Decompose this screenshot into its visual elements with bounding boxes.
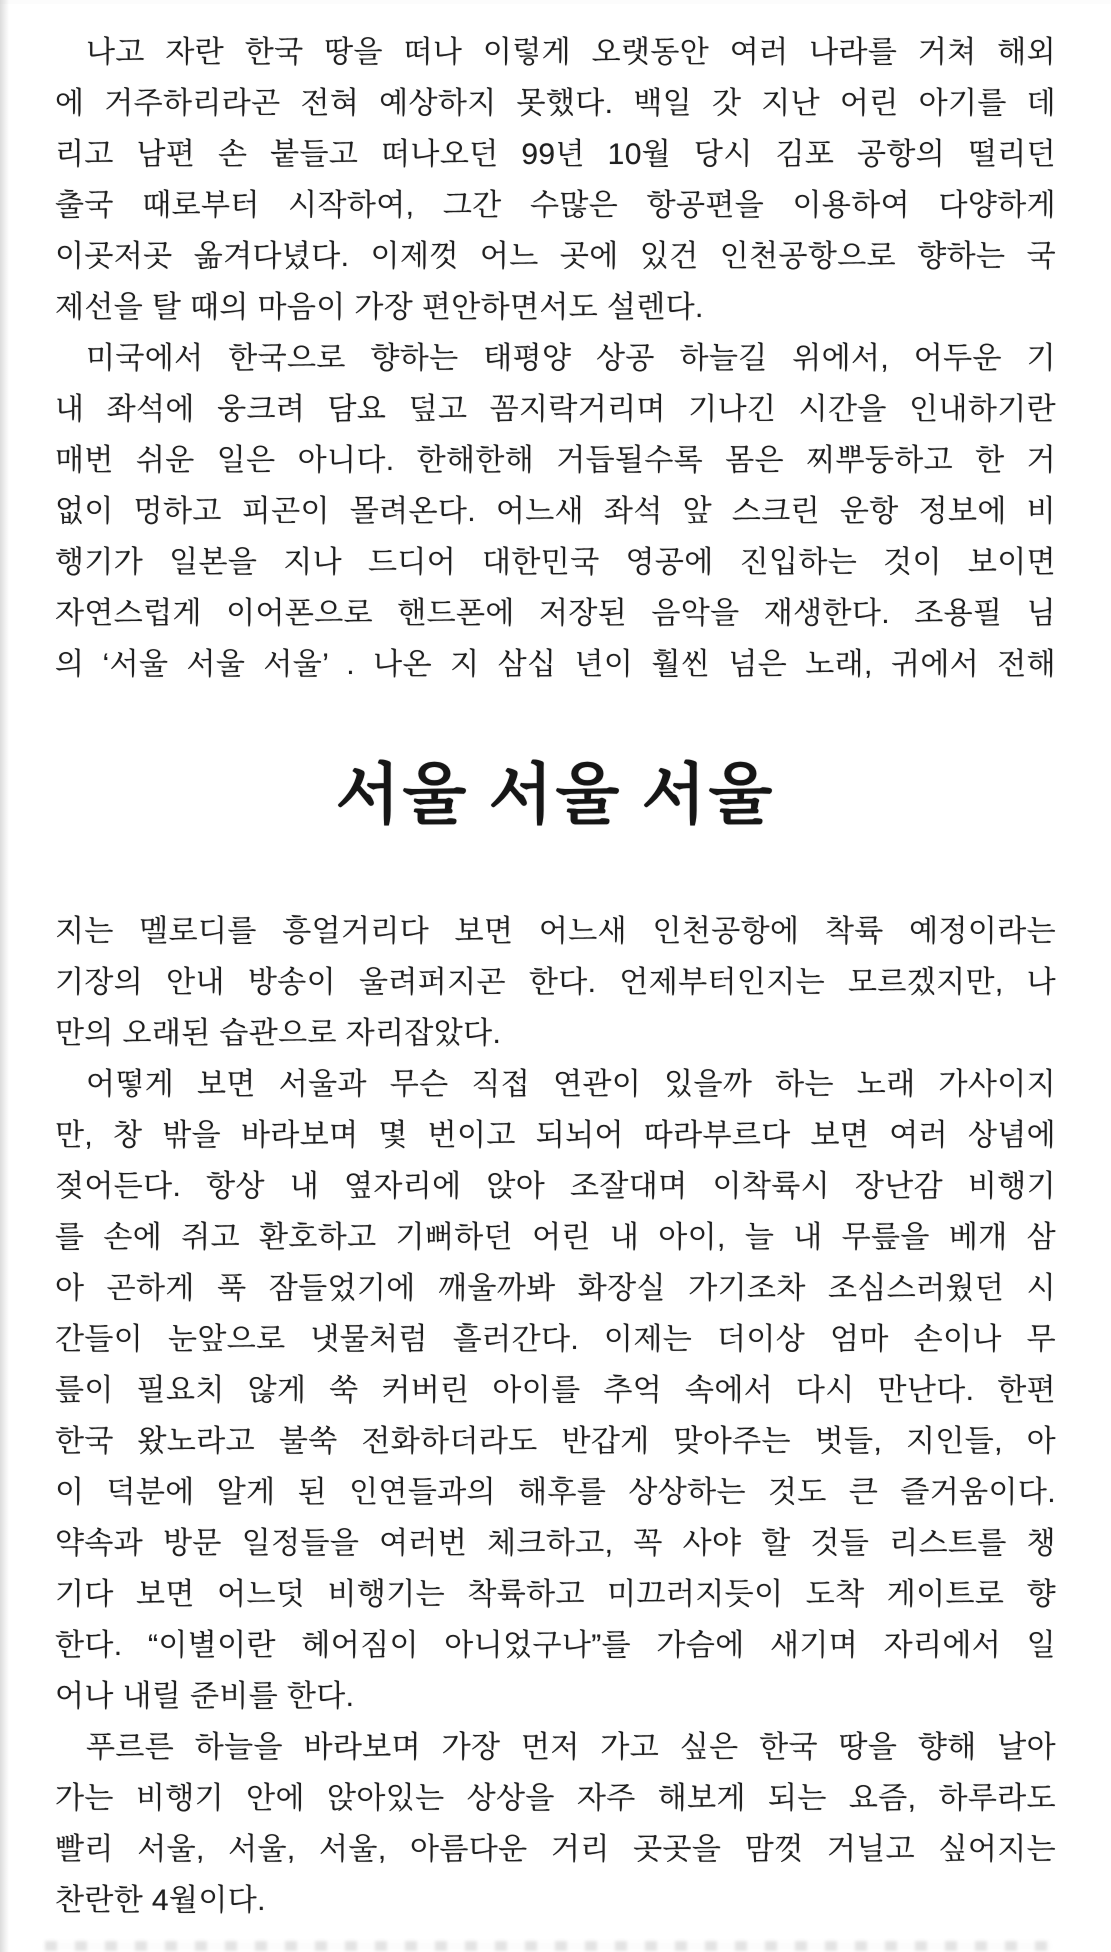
text-line: 없이 멍하고 피곤이 몰려온다. 어느새 좌석 앞 스크린 운항 정보에 비 bbox=[55, 495, 1056, 528]
text-line: 어떻게 보면 서울과 무슨 직접 연관이 있을까 하는 노래 가사이지 bbox=[86, 1068, 1056, 1101]
text-line: 한다. “이별이란 헤어짐이 아니었구나”를 가슴에 새기며 자리에서 일 bbox=[55, 1629, 1056, 1662]
article-headline: 서울 서울 서울 bbox=[335, 759, 776, 832]
text-line: 어나 내릴 준비를 한다. bbox=[55, 1680, 355, 1713]
text-line: 가는 비행기 안에 앉아있는 상상을 자주 해보게 되는 요즘, 하루라도 bbox=[55, 1782, 1056, 1815]
text-line: 미국에서 한국으로 향하는 태평양 상공 하늘길 위에서, 어두운 기 bbox=[86, 342, 1056, 375]
text-line: 한국 왔노라고 불쑥 전화하더라도 반갑게 맞아주는 벗들, 지인들, 아 bbox=[55, 1425, 1056, 1458]
text-line: 이 덕분에 알게 된 인연들과의 해후를 상상하는 것도 큰 즐거움이다. bbox=[55, 1476, 1056, 1509]
text-line: 제선을 탈 때의 마음이 가장 편안하면서도 설렌다. bbox=[55, 291, 704, 324]
article-column-top bbox=[55, 27, 1056, 690]
text-line: 약속과 방문 일정들을 여러번 체크하고, 꼭 사야 할 것들 리스트를 챙 bbox=[55, 1527, 1056, 1560]
text-line: 나고 자란 한국 땅을 떠나 이렇게 오랫동안 여러 나라를 거쳐 해외 bbox=[86, 36, 1056, 69]
text-line: 간들이 눈앞으로 냇물처럼 흘러간다. 이제는 더이상 엄마 손이나 무 bbox=[55, 1323, 1056, 1356]
text-line: 찬란한 4월이다. bbox=[55, 1884, 266, 1917]
text-line: 기다 보면 어느덧 비행기는 착륙하고 미끄러지듯이 도착 게이트로 향 bbox=[55, 1578, 1056, 1611]
scan-edge-artifact bbox=[0, 0, 9, 1952]
text-line: 빨리 서울, 서울, 서울, 아름다운 거리 곳곳을 맘껏 거닐고 싶어지는 bbox=[55, 1833, 1056, 1866]
text-line: 푸르른 하늘을 바라보며 가장 먼저 가고 싶은 한국 땅을 향해 날아 bbox=[86, 1731, 1056, 1764]
text-line: 만의 오래된 습관으로 자리잡았다. bbox=[55, 1017, 502, 1050]
text-line: 만, 창 밖을 바라보며 몇 번이고 되뇌어 따라부르다 보면 여러 상념에 bbox=[55, 1119, 1056, 1152]
text-line: 젖어든다. 항상 내 옆자리에 앉아 조잘대며 이착륙시 장난감 비행기 bbox=[55, 1170, 1056, 1203]
text-line: 리고 남편 손 붙들고 떠나오던 99년 10월 당시 김포 공항의 떨리던 bbox=[55, 138, 1056, 171]
text-line: 행기가 일본을 지나 드디어 대한민국 영공에 진입하는 것이 보이면 bbox=[55, 546, 1056, 579]
text-line: 출국 때로부터 시작하여, 그간 수많은 항공편을 이용하여 다양하게 bbox=[55, 189, 1056, 222]
text-line: 에 거주하리라곤 전혀 예상하지 못했다. 백일 갓 지난 어린 아기를 데 bbox=[55, 87, 1056, 120]
text-line: 릎이 필요치 않게 쑥 커버린 아이를 추억 속에서 다시 만난다. 한편 bbox=[55, 1374, 1056, 1407]
text-line: 기장의 안내 방송이 울려퍼지곤 한다. 언제부터인지는 모르겠지만, 나 bbox=[55, 966, 1056, 999]
text-line: 매번 쉬운 일은 아니다. 한해한해 거듭될수록 몸은 찌뿌둥하고 한 거 bbox=[55, 444, 1056, 477]
text-line: 아 곤하게 푹 잠들었기에 깨울까봐 화장실 가기조차 조심스러웠던 시 bbox=[55, 1272, 1056, 1305]
text-line: 를 손에 쥐고 환호하고 기뻐하던 어린 내 아이, 늘 내 무릎을 베개 삼 bbox=[55, 1221, 1056, 1254]
text-line: 의 ‘서울 서울 서울’ . 나온 지 삼십 년이 훨씬 넘은 노래, 귀에서 전해 bbox=[55, 648, 1056, 681]
text-line: 이곳저곳 옮겨다녔다. 이제껏 어느 곳에 있건 인천공항으로 향하는 국 bbox=[55, 240, 1056, 273]
scan-cutoff-artifact bbox=[45, 1941, 1051, 1951]
text-line: 지는 멜로디를 흥얼거리다 보면 어느새 인천공항에 착륙 예정이라는 bbox=[55, 915, 1056, 948]
article-column-bottom bbox=[55, 906, 1056, 1926]
text-line: 자연스럽게 이어폰으로 핸드폰에 저장된 음악을 재생한다. 조용필 님 bbox=[55, 597, 1056, 630]
text-line: 내 좌석에 웅크려 담요 덮고 꼼지락거리며 기나긴 시간을 인내하기란 bbox=[55, 393, 1056, 426]
